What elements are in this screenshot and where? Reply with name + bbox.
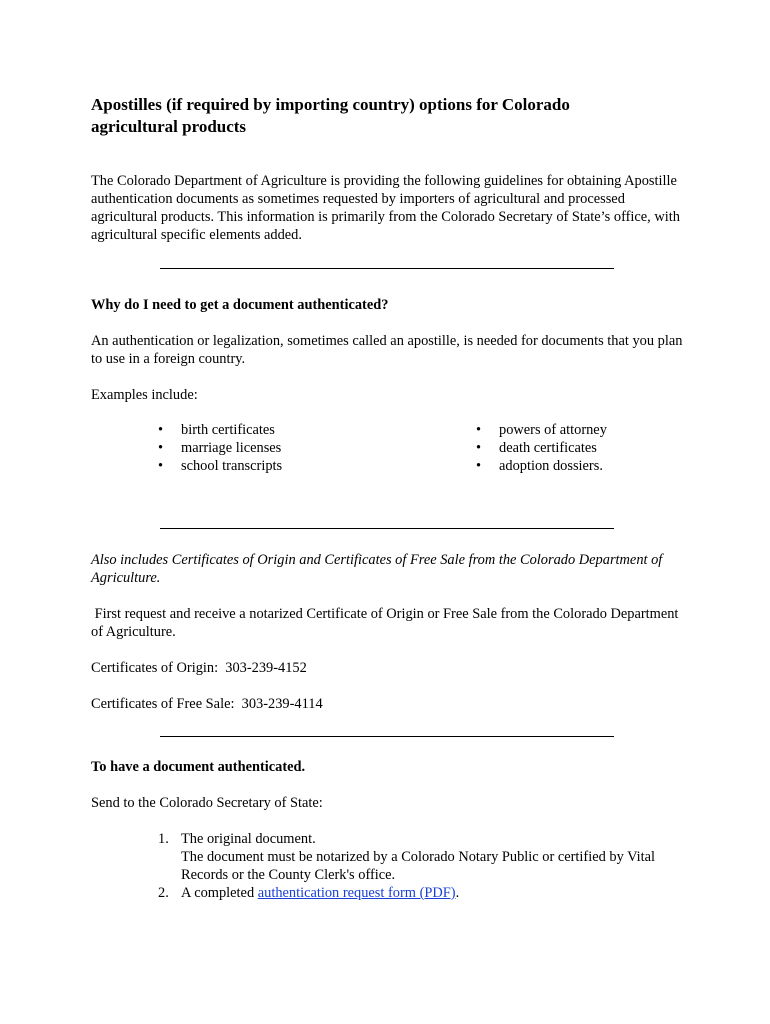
list-item — [158, 421, 476, 439]
why-paragraph: An authentication or legalization, sometimes called an apostille, is needed for documents that you plan to use in a foreign country. — [91, 333, 683, 367]
examples-right-column — [476, 421, 607, 475]
list-item — [158, 884, 691, 902]
document-page — [91, 94, 691, 902]
why-heading: Why do I need to get a document authenticated? — [91, 297, 389, 313]
step-detail: The document must be notarized by a Colorado Notary Public or certified by Vital Records or the County Clerk's office. — [181, 849, 656, 883]
examples-list — [158, 421, 691, 475]
send-to-label: Send to the Colorado Secretary of State: — [91, 795, 323, 811]
list-item-text: death certificates — [499, 440, 597, 456]
free-sale-phone: Certificates of Free Sale: 303-239-4114 — [91, 696, 323, 712]
list-item — [476, 421, 607, 439]
bullet-icon: • — [158, 422, 164, 438]
also-includes-note: Also includes Certificates of Origin and Certificates of Free Sale from the Colorado Department of Agriculture. — [91, 552, 663, 586]
list-item — [476, 439, 607, 457]
divider-rule — [160, 268, 614, 269]
steps-list — [158, 830, 691, 902]
list-item-text: powers of attorney — [499, 422, 607, 438]
bullet-icon: • — [476, 440, 482, 456]
document-title: Apostilles (if required by importing country) options for Colorado agricultural products — [91, 95, 570, 136]
list-item-text: adoption dossiers. — [499, 458, 603, 474]
examples-label: Examples include: — [91, 387, 198, 403]
list-item-text: marriage licenses — [181, 440, 282, 456]
list-item — [158, 457, 476, 475]
list-item-text: birth certificates — [181, 422, 275, 438]
bullet-icon: • — [158, 440, 164, 456]
authentication-form-link[interactable]: authentication request form (PDF) — [257, 885, 456, 901]
divider-rule — [160, 736, 614, 737]
list-item — [476, 457, 607, 475]
list-item — [158, 830, 691, 884]
step-text: The original document. — [181, 831, 316, 847]
step-number: 1. — [158, 831, 169, 847]
request-paragraph: First request and receive a notarized Certificate of Origin or Free Sale from the Colorado Department of Agriculture. — [91, 606, 683, 640]
divider-rule — [160, 528, 614, 529]
bullet-icon: • — [476, 422, 482, 438]
bullet-icon: • — [476, 458, 482, 474]
intro-paragraph: The Colorado Department of Agriculture is providing the following guidelines for obtaining Apostille authentication documents as sometimes requested by importers of agricultural and processed agricultural products. This information is primarily from the Colorado Secretary of State’s office, with agricultural specific elements added. — [91, 173, 680, 243]
origin-phone: Certificates of Origin: 303-239-4152 — [91, 660, 307, 676]
examples-left-column — [158, 421, 476, 475]
step-number: 2. — [158, 885, 169, 901]
list-item-text: school transcripts — [181, 458, 283, 474]
bullet-icon: • — [158, 458, 164, 474]
step-text-end: . — [455, 885, 460, 901]
authenticate-heading: To have a document authenticated. — [91, 759, 306, 775]
list-item — [158, 439, 476, 457]
step-text: A completed — [181, 885, 258, 901]
